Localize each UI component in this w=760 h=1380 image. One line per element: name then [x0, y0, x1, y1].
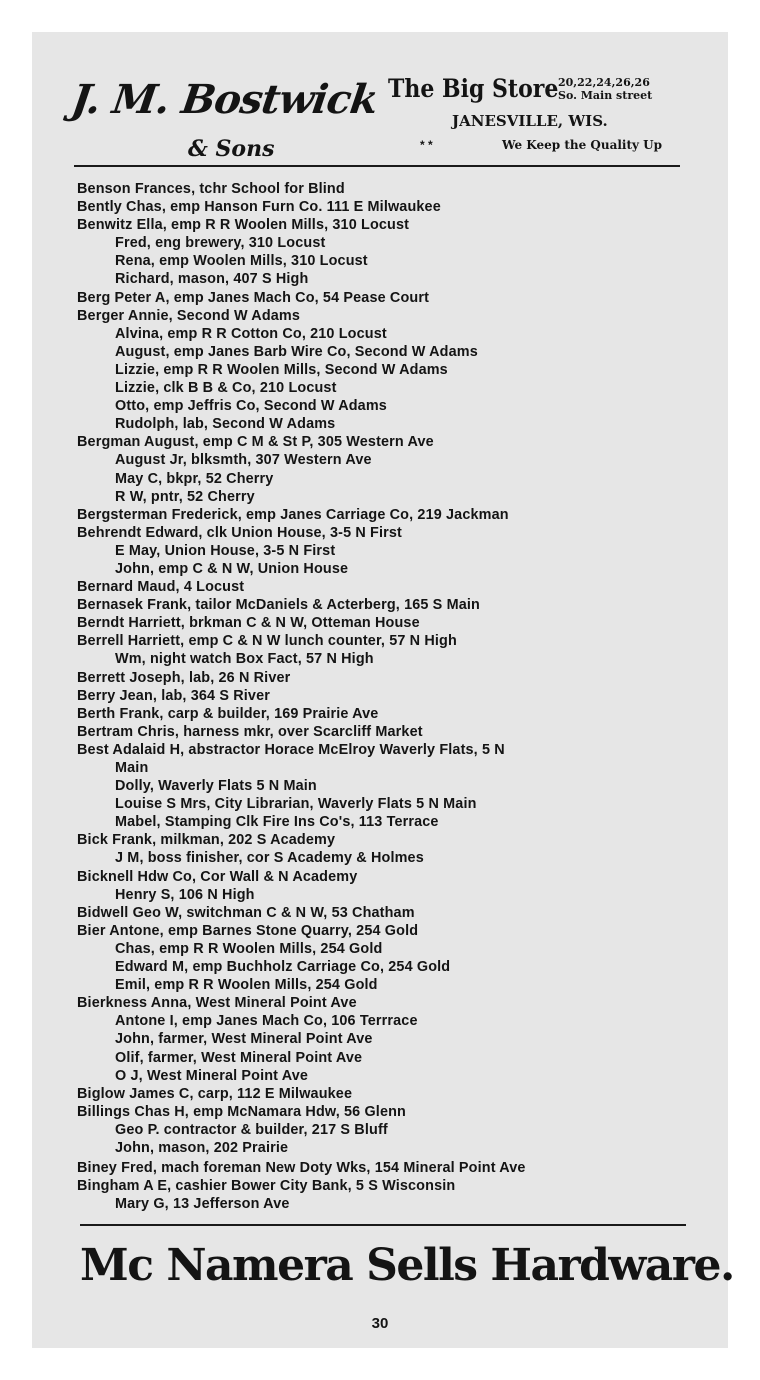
store-name: The Big Store: [388, 74, 559, 103]
company-logo-name: J. M. Bostwick: [68, 76, 381, 123]
directory-subentry: Mary G, 13 Jefferson Ave: [115, 1196, 290, 1213]
ornament: * *: [420, 138, 433, 152]
directory-entry: Bick Frank, milkman, 202 S Academy: [77, 832, 336, 849]
directory-subentry: Dolly, Waverly Flats 5 N Main: [115, 778, 317, 795]
directory-subentry: J M, boss finisher, cor S Academy & Holmes: [115, 850, 424, 867]
directory-listing: [77, 180, 697, 1213]
directory-subentry: May C, bkpr, 52 Cherry: [115, 470, 274, 487]
directory-subentry: Antone I, emp Janes Mach Co, 106 Terrrace: [115, 1013, 418, 1030]
directory-subentry: R W, pntr, 52 Cherry: [115, 488, 255, 505]
directory-subentry: John, farmer, West Mineral Point Ave: [115, 1031, 373, 1048]
directory-subentry: Geo P. contractor & builder, 217 S Bluff: [115, 1121, 388, 1138]
directory-subentry: Chas, emp R R Woolen Mills, 254 Gold: [115, 940, 383, 957]
store-city: JANESVILLE, WIS.: [452, 112, 608, 130]
directory-subentry: Olif, farmer, West Mineral Point Ave: [115, 1049, 363, 1066]
company-logo-suffix: & Sons: [188, 136, 275, 162]
directory-entry: Bertram Chris, harness mkr, over Scarcliff Market: [77, 723, 423, 740]
directory-entry: Bingham A E, cashier Bower City Bank, 5 S Wisconsin: [77, 1178, 456, 1195]
store-address-street: So. Main street: [558, 89, 653, 102]
directory-subentry: Lizzie, clk B B & Co, 210 Locust: [115, 380, 337, 397]
directory-entry: Bier Antone, emp Barnes Stone Quarry, 254 Gold: [77, 922, 419, 939]
advertisement-header: [32, 32, 728, 172]
directory-entry: Behrendt Edward, clk Union House, 3-5 N First: [77, 524, 402, 541]
directory-entry: Billings Chas H, emp McNamara Hdw, 56 Glenn: [77, 1103, 406, 1120]
directory-subentry: Henry S, 106 N High: [115, 886, 255, 903]
directory-entry: Benwitz Ella, emp R R Woolen Mills, 310 Locust: [77, 217, 410, 234]
directory-subentry: Main: [115, 760, 149, 776]
directory-subentry: Emil, emp R R Woolen Mills, 254 Gold: [115, 977, 378, 994]
bottom-divider: [80, 1224, 686, 1226]
directory-entry: Berger Annie, Second W Adams: [77, 307, 301, 324]
footer-advertisement: Mc Namera Sells Hardware.: [80, 1240, 734, 1291]
directory-entry: Berg Peter A, emp Janes Mach Co, 54 Pease Court: [77, 289, 430, 306]
directory-subentry: Louise S Mrs, City Librarian, Waverly Flats 5 N Main: [115, 796, 477, 813]
store-slogan: We Keep the Quality Up: [502, 138, 663, 152]
directory-entry: Bicknell Hdw Co, Cor Wall & N Academy: [77, 868, 358, 885]
directory-entry: Biney Fred, mach foreman New Doty Wks, 154 Mineral Point Ave: [77, 1160, 526, 1177]
directory-subentry: Edward M, emp Buchholz Carriage Co, 254 Gold: [115, 959, 451, 976]
directory-entry: Biglow James C, carp, 112 E Milwaukee: [77, 1085, 353, 1102]
directory-subentry: August Jr, blksmth, 307 Western Ave: [115, 452, 372, 469]
directory-subentry: John, mason, 202 Prairie: [115, 1139, 289, 1156]
directory-entry: Bernard Maud, 4 Locust: [77, 579, 245, 596]
directory-subentry: O J, West Mineral Point Ave: [115, 1067, 309, 1084]
top-divider: [74, 165, 680, 167]
directory-subentry: Fred, eng brewery, 310 Locust: [115, 235, 326, 252]
directory-entry: Benson Frances, tchr School for Blind: [77, 181, 345, 197]
directory-entry: Bergman August, emp C M & St P, 305 Western Ave: [77, 434, 434, 451]
directory-subentry: E May, Union House, 3-5 N First: [115, 542, 336, 559]
directory-subentry: Mabel, Stamping Clk Fire Ins Co's, 113 Terrace: [115, 814, 439, 831]
store-address-numbers: 20,22,24,26,26: [558, 76, 650, 89]
page-number: 30: [371, 1315, 389, 1332]
directory-subentry: Richard, mason, 407 S High: [115, 271, 309, 288]
directory-subentry: Rena, emp Woolen Mills, 310 Locust: [115, 253, 368, 270]
directory-subentry: Alvina, emp R R Cotton Co, 210 Locust: [115, 325, 387, 342]
directory-subentry: John, emp C & N W, Union House: [115, 560, 349, 577]
directory-entry: Berrell Harriett, emp C & N W lunch counter, 57 N High: [77, 633, 457, 650]
directory-entry: Berrett Joseph, lab, 26 N River: [77, 669, 291, 686]
directory-subentry: Wm, night watch Box Fact, 57 N High: [115, 651, 374, 668]
directory-entry: Bidwell Geo W, switchman C & N W, 53 Chatham: [77, 904, 415, 921]
directory-page: [32, 32, 734, 1348]
directory-entry: Bernasek Frank, tailor McDaniels & Acterberg, 165 S Main: [77, 597, 480, 614]
directory-entry: Bergsterman Frederick, emp Janes Carriage Co, 219 Jackman: [77, 506, 509, 523]
directory-subentry: Otto, emp Jeffris Co, Second W Adams: [115, 398, 387, 415]
directory-subentry: Lizzie, emp R R Woolen Mills, Second W Adams: [115, 361, 448, 378]
directory-entry: Berry Jean, lab, 364 S River: [77, 687, 270, 704]
directory-entry: Best Adalaid H, abstractor Horace McElroy Waverly Flats, 5 N: [77, 741, 505, 758]
directory-entry: Bierkness Anna, West Mineral Point Ave: [77, 995, 357, 1012]
directory-subentry: Rudolph, lab, Second W Adams: [115, 416, 336, 433]
directory-entry: Berndt Harriett, brkman C & N W, Otteman House: [77, 615, 420, 632]
directory-entry: Berth Frank, carp & builder, 169 Prairie Ave: [77, 705, 379, 722]
directory-subentry: August, emp Janes Barb Wire Co, Second W Adams: [115, 343, 478, 360]
directory-entry: Bently Chas, emp Hanson Furn Co. 111 E Milwaukee: [77, 199, 441, 216]
